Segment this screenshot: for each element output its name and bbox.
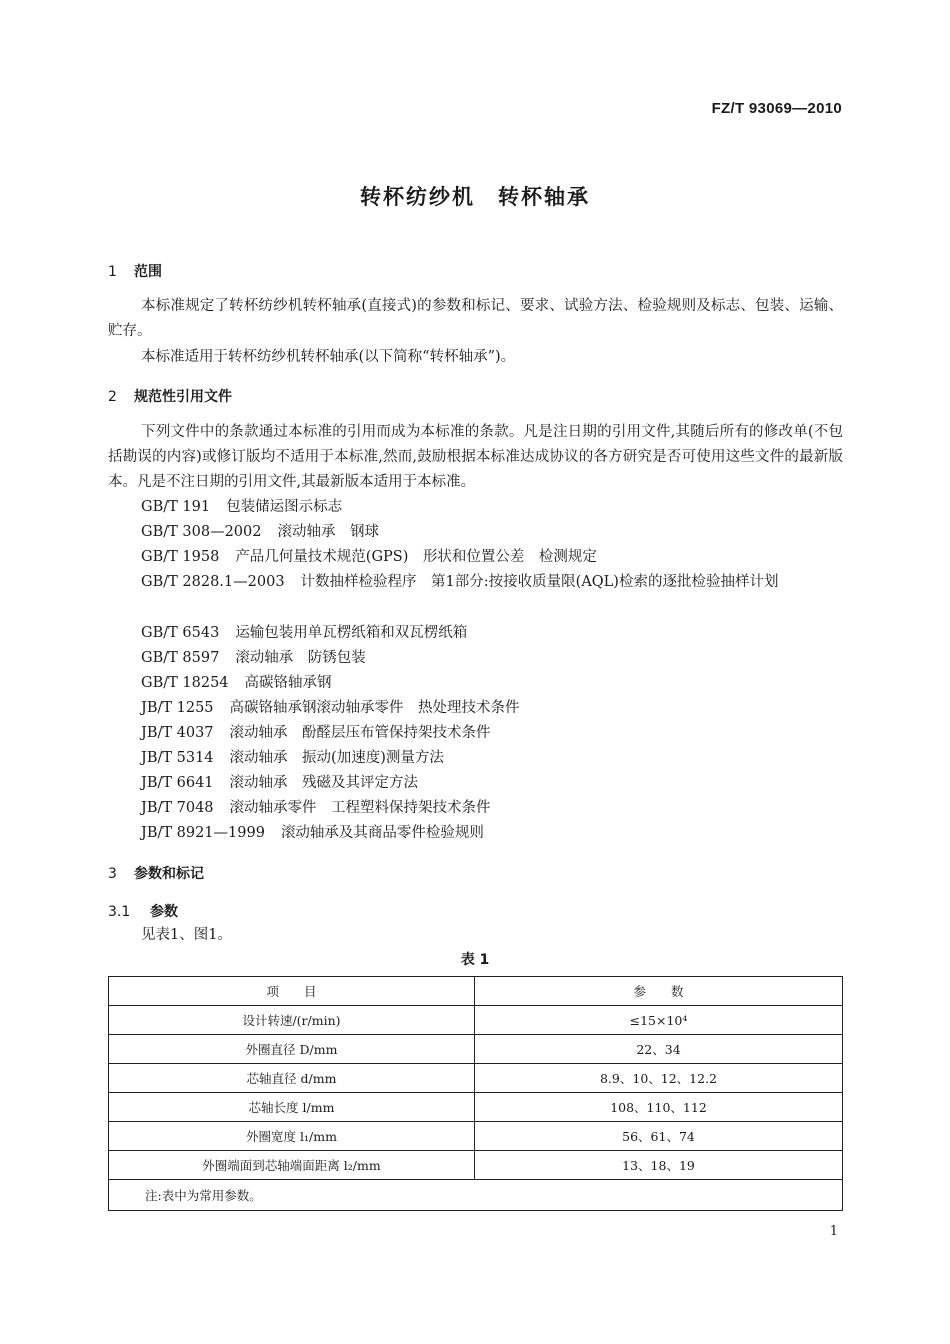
section-title: 参数和标记 — [134, 866, 204, 882]
reference-title: 高碳铬轴承钢 — [244, 675, 332, 691]
table-cell-item: 外圈宽度 l₁/mm — [109, 1122, 475, 1151]
reference-title: 产品几何量技术规范(GPS) 形状和位置公差 检测规定 — [235, 549, 597, 565]
reference-code: JB/T 8921—1999 — [141, 825, 265, 841]
section-3-1-paragraph: 见表1、图1。 — [141, 927, 232, 943]
table-note: 注:表中为常用参数。 — [109, 1180, 843, 1211]
reference-code: JB/T 7048 — [141, 800, 214, 816]
reference-title: 滚动轴承 酚醛层压布管保持架技术条件 — [229, 725, 491, 741]
table-cell-item: 设计转速/(r/min) — [109, 1006, 475, 1035]
reference-title: 滚动轴承及其商品零件检验规则 — [280, 825, 484, 841]
reference-item — [141, 721, 491, 746]
table-cell-value: 13、18、19 — [475, 1151, 843, 1180]
reference-item — [141, 821, 484, 846]
reference-code: GB/T 2828.1—2003 — [141, 574, 285, 590]
reference-title: 运输包装用单瓦楞纸箱和双瓦楞纸箱 — [235, 625, 468, 641]
reference-code: JB/T 6641 — [141, 775, 214, 791]
table-row — [109, 1035, 843, 1064]
table-cell-value: 56、61、74 — [475, 1122, 843, 1151]
table-cell-value: 22、34 — [475, 1035, 843, 1064]
document-title: 转杯纺纱机 转杯轴承 — [360, 185, 590, 209]
reference-title: 滚动轴承 防锈包装 — [235, 650, 366, 666]
reference-title: 滚动轴承 钢球 — [277, 524, 379, 540]
table-cell-value: ≤15×10⁴ — [475, 1006, 843, 1035]
table-row — [109, 1064, 843, 1093]
reference-item — [141, 646, 366, 671]
reference-item — [141, 495, 342, 520]
subsection-number: 3.1 — [108, 904, 131, 920]
table-note-row — [109, 1180, 843, 1211]
section-title: 规范性引用文件 — [134, 389, 232, 405]
table-cell-item: 外圈直径 D/mm — [109, 1035, 475, 1064]
reference-code: JB/T 4037 — [141, 725, 214, 741]
reference-item — [141, 545, 597, 570]
table-header-row — [109, 977, 843, 1006]
reference-code: GB/T 191 — [141, 499, 211, 515]
reference-item — [141, 796, 491, 821]
parameter-table — [108, 976, 843, 1211]
section-3-heading — [108, 863, 204, 883]
reference-title: 滚动轴承零件 工程塑料保持架技术条件 — [229, 800, 491, 816]
table-cell-value: 8.9、10、12、12.2 — [475, 1064, 843, 1093]
section-number: 2 — [108, 389, 117, 405]
table-row — [109, 1006, 843, 1035]
reference-title: 计数抽样检验程序 第1部分:按接收质量限(AQL)检索的逐批检验抽样计划 — [300, 574, 779, 590]
reference-title: 滚动轴承 振动(加速度)测量方法 — [229, 750, 444, 766]
table-row — [109, 1151, 843, 1180]
table-header-cell: 项 目 — [109, 977, 475, 1006]
reference-item — [108, 570, 843, 595]
reference-code: JB/T 5314 — [141, 750, 214, 766]
reference-code: GB/T 8597 — [141, 650, 220, 666]
reference-item — [141, 746, 444, 771]
table-row — [109, 1093, 843, 1122]
section-number: 3 — [108, 866, 117, 882]
reference-title: 滚动轴承 残磁及其评定方法 — [229, 775, 419, 791]
reference-code: GB/T 1958 — [141, 549, 220, 565]
reference-item — [141, 621, 467, 646]
table-header-cell: 参 数 — [475, 977, 843, 1006]
reference-code: GB/T 308—2002 — [141, 524, 262, 540]
reference-title: 高碳铬轴承钢滚动轴承零件 热处理技术条件 — [229, 700, 520, 716]
reference-code: GB/T 18254 — [141, 675, 229, 691]
page-number: 1 — [829, 1224, 838, 1239]
section-title: 范围 — [134, 264, 162, 280]
section-1-heading — [108, 261, 162, 281]
section-number: 1 — [108, 264, 117, 280]
subsection-title: 参数 — [150, 904, 178, 920]
section-2-paragraph-1: 下列文件中的条款通过本标准的引用而成为本标准的条款。凡是注日期的引用文件,其随后所有的修改单(不包括勘误的内容)或修订版均不适用于本标准,然而,鼓励根据本标准达成协议的各方研究是否可使用这些文件的最新版本。凡是不注日期的引用文件,其最新版本适用于本标准。 — [108, 424, 843, 490]
subsection-3-1-heading — [108, 901, 178, 921]
reference-item — [141, 520, 379, 545]
table-caption: 表 1 — [460, 952, 490, 968]
table-row — [109, 1122, 843, 1151]
table-cell-item: 芯轴长度 l/mm — [109, 1093, 475, 1122]
reference-item — [141, 771, 418, 796]
reference-item — [141, 671, 332, 696]
standard-number: FZ/T 93069—2010 — [711, 100, 842, 117]
reference-title: 包装储运图示标志 — [226, 499, 343, 515]
section-1-paragraph-1: 本标准规定了转杯纺纱机转杯轴承(直接式)的参数和标记、要求、试验方法、检验规则及标志、包装、运输、贮存。 — [108, 298, 843, 339]
reference-code: JB/T 1255 — [141, 700, 214, 716]
reference-item — [141, 696, 520, 721]
section-2-heading — [108, 386, 232, 406]
table-cell-item: 外圈端面到芯轴端面距离 l₂/mm — [109, 1151, 475, 1180]
reference-code: GB/T 6543 — [141, 625, 220, 641]
table-cell-value: 108、110、112 — [475, 1093, 843, 1122]
section-1-paragraph-2: 本标准适用于转杯纺纱机转杯轴承(以下简称“转杯轴承”)。 — [141, 349, 516, 365]
table-cell-item: 芯轴直径 d/mm — [109, 1064, 475, 1093]
